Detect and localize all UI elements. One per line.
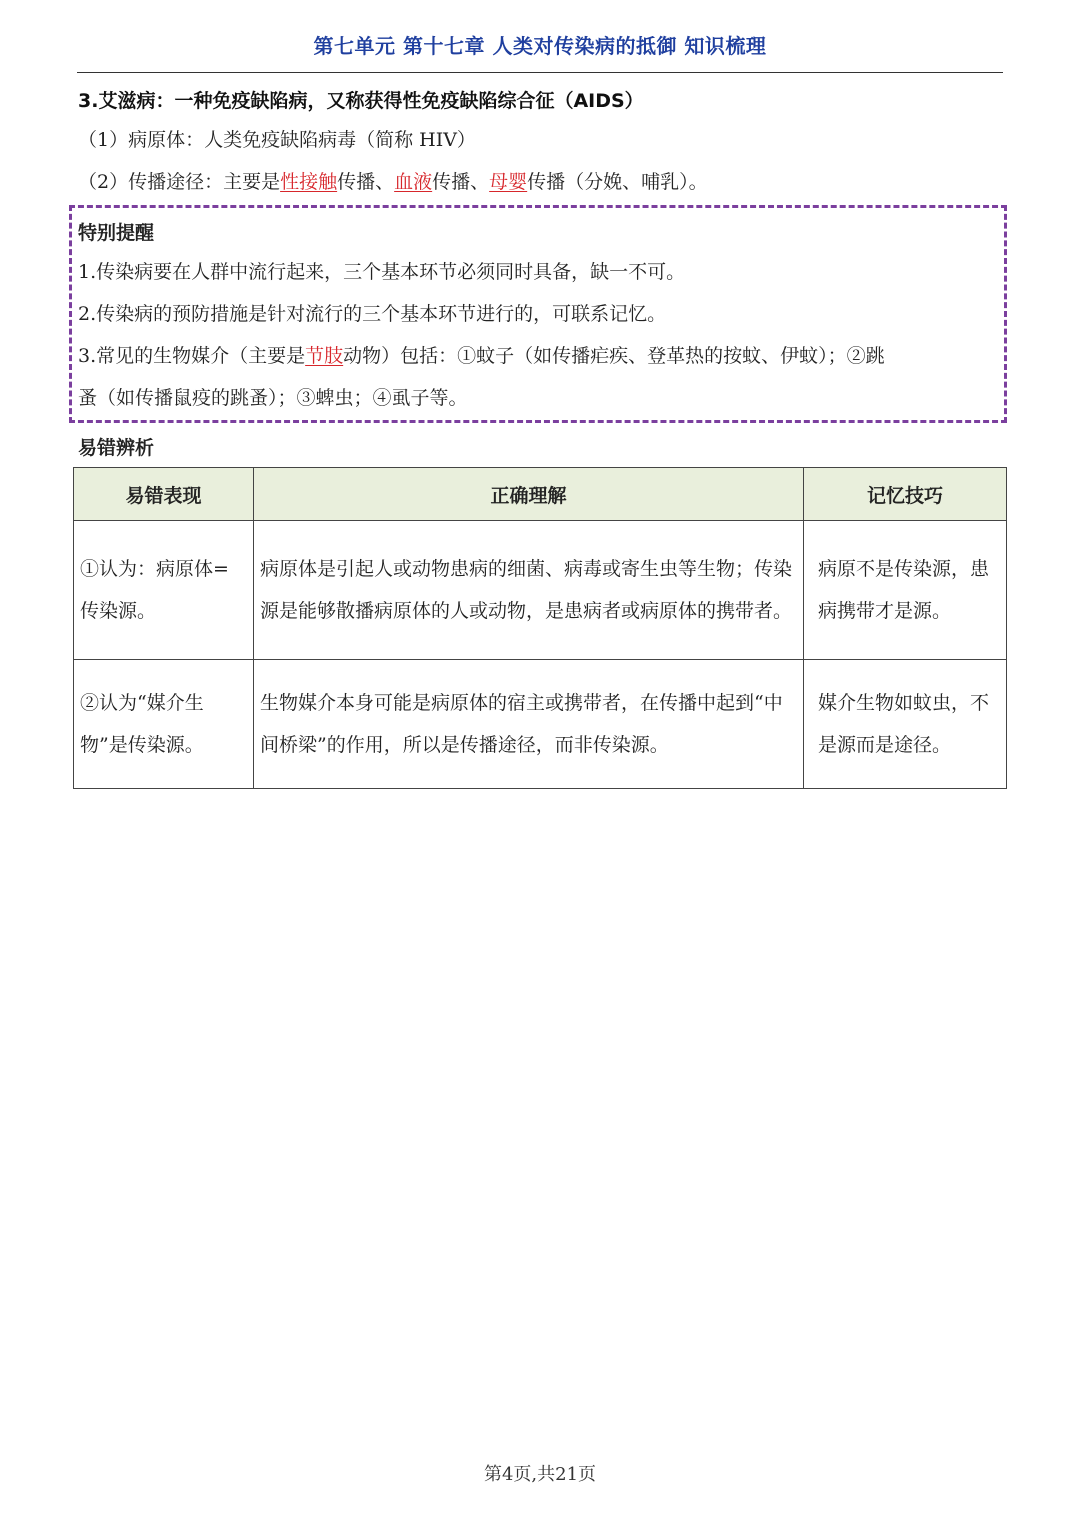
route-answer-sexual: 性接触 <box>280 171 338 193</box>
reminder-line-3-suffix: 动物）包括：①蚊子（如传播疟疾、登革热的按蚊、伊蚊）；②跳 <box>343 345 885 367</box>
page-number: 第4页,共21页 <box>483 1464 597 1485</box>
reminder-line-2: 2.传染病的预防措施是针对流行的三个基本环节进行的，可联系记忆。 <box>78 303 667 325</box>
pitfall-heading: 易错辨析 <box>78 437 155 459</box>
route-answer-blood: 血液 <box>394 171 433 193</box>
mistake-cell: ①认为：病原体=传染源。 <box>74 521 254 660</box>
route-suffix: 传播（分娩、哺乳）。 <box>527 171 708 193</box>
table-row <box>74 521 1007 660</box>
correct-cell: 生物媒介本身可能是病原体的宿主或携带者，在传播中起到“中间桥梁”的作用，所以是传播途径，而非传染源。 <box>254 660 804 789</box>
reminder-line-1: 1.传染病要在人群中流行起来，三个基本环节必须同时具备，缺一不可。 <box>78 261 686 283</box>
tip-cell: 病原不是传染源，患病携带才是源。 <box>804 521 1007 660</box>
aids-route-line <box>78 168 708 196</box>
reminder-line-4: 蚤（如传播鼠疫的跳蚤）；③蜱虫；④虱子等。 <box>78 387 468 409</box>
page-header-title: 第七单元 第十七章 人类对传染病的抵御 知识梳理 <box>313 34 767 58</box>
route-mid2: 传播、 <box>432 171 490 193</box>
table-row <box>74 660 1007 789</box>
column-header-correct: 正确理解 <box>254 468 804 521</box>
pitfall-table-header-row <box>74 468 1007 521</box>
route-prefix: （2）传播途径：主要是 <box>78 171 281 193</box>
column-header-mistake: 易错表现 <box>74 468 254 521</box>
mistake-cell: ②认为“媒介生物”是传染源。 <box>74 660 254 789</box>
aids-heading: 3.艾滋病：一种免疫缺陷病，又称获得性免疫缺陷综合征（AIDS） <box>78 90 644 112</box>
tip-cell: 媒介生物如蚊虫，不是源而是途径。 <box>804 660 1007 789</box>
header-divider <box>77 72 1003 73</box>
reminder-line-3 <box>78 342 1003 370</box>
correct-cell: 病原体是引起人或动物患病的细菌、病毒或寄生虫等生物；传染源是能够散播病原体的人或动物，是患病者或病原体的携带者。 <box>254 521 804 660</box>
reminder-answer-arthropod: 节肢 <box>305 345 344 367</box>
route-mid1: 传播、 <box>337 171 395 193</box>
reminder-line-3-prefix: 3.常见的生物媒介（主要是 <box>78 345 306 367</box>
aids-pathogen-line: （1）病原体：人类免疫缺陷病毒（简称 HIV） <box>78 129 476 151</box>
pitfall-table <box>73 467 1007 789</box>
reminder-title: 特别提醒 <box>78 222 155 244</box>
column-header-tip: 记忆技巧 <box>804 468 1007 521</box>
route-answer-mother-child: 母婴 <box>489 171 528 193</box>
